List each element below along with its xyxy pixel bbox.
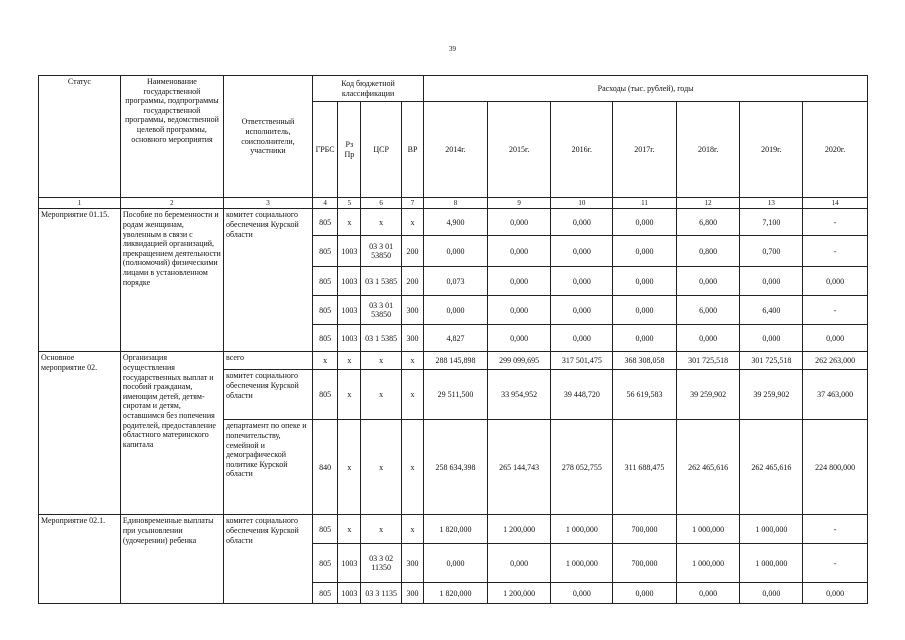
cell-amount: 1 000,000 — [676, 544, 740, 583]
cell-vr: 300 — [401, 583, 423, 604]
cell-amount: 6,400 — [740, 296, 803, 325]
cell-amount: 1 200,000 — [487, 583, 551, 604]
cell-amount: 0,000 — [676, 583, 740, 604]
cell-csr: х — [361, 515, 401, 544]
row-responsible: департамент по опеке и попечительству, семейной и демографической политике Курской области — [223, 420, 312, 515]
cell-rzpr: 1003 — [338, 583, 361, 604]
cell-grbs: 840 — [312, 420, 337, 515]
cell-csr: х — [361, 209, 401, 236]
row-status: Основное мероприятие 02. — [39, 352, 121, 515]
cell-amount: 0,000 — [551, 267, 613, 296]
cell-vr: х — [401, 515, 423, 544]
cell-grbs: 805 — [312, 544, 337, 583]
header-year: 2019г. — [740, 102, 803, 198]
column-number: 9 — [487, 198, 551, 209]
cell-amount: 0,000 — [676, 267, 740, 296]
cell-amount: 299 099,695 — [487, 352, 551, 370]
cell-amount: 0,000 — [676, 325, 740, 352]
column-number: 2 — [120, 198, 223, 209]
cell-csr: 03 3 1135 — [361, 583, 401, 604]
cell-rzpr: х — [338, 352, 361, 370]
column-number: 1 — [39, 198, 121, 209]
cell-amount: 29 511,500 — [424, 370, 488, 420]
cell-grbs: 805 — [312, 236, 337, 267]
cell-amount: 56 619,583 — [613, 370, 677, 420]
cell-grbs: 805 — [312, 325, 337, 352]
cell-amount: 0,073 — [424, 267, 488, 296]
header-rzpr: Рз Пр — [338, 102, 361, 198]
cell-amount: 33 954,952 — [487, 370, 551, 420]
cell-vr: 300 — [401, 325, 423, 352]
cell-amount: 0,000 — [487, 544, 551, 583]
row-responsible: комитет социального обеспечения Курской области — [223, 370, 312, 420]
cell-amount: - — [803, 544, 868, 583]
cell-amount: 0,000 — [487, 296, 551, 325]
header-responsible: Ответственный исполнитель, соисполнители, участники — [223, 76, 312, 198]
budget-table — [38, 75, 868, 604]
cell-amount: - — [803, 515, 868, 544]
cell-amount: 0,000 — [424, 544, 488, 583]
cell-amount: 37 463,000 — [803, 370, 868, 420]
table-row — [39, 352, 868, 370]
cell-amount: 0,000 — [551, 209, 613, 236]
cell-amount: 262 465,616 — [676, 420, 740, 515]
row-program-name: Единовременные выплаты при усыновлении (удочерении) ребенка — [120, 515, 223, 604]
cell-amount: 265 144,743 — [487, 420, 551, 515]
header-year: 2016г. — [551, 102, 613, 198]
cell-amount: 1 000,000 — [740, 515, 803, 544]
cell-amount: 7,100 — [740, 209, 803, 236]
cell-amount: 262 263,000 — [803, 352, 868, 370]
cell-grbs: 805 — [312, 209, 337, 236]
column-number: 4 — [312, 198, 337, 209]
cell-vr: х — [401, 370, 423, 420]
cell-csr: 03 1 5385 — [361, 267, 401, 296]
cell-amount: 1 000,000 — [551, 515, 613, 544]
cell-grbs: 805 — [312, 583, 337, 604]
cell-amount: 1 820,000 — [424, 583, 488, 604]
page-number: 39 — [449, 45, 456, 53]
cell-amount: 0,000 — [613, 296, 677, 325]
header-year: 2017г. — [613, 102, 677, 198]
column-number: 8 — [424, 198, 488, 209]
cell-csr: 03 3 02 11350 — [361, 544, 401, 583]
header-grbs: ГРБС — [312, 102, 337, 198]
cell-grbs: 805 — [312, 267, 337, 296]
row-program-name: Организация осуществления государственных выплат и пособий гражданам, имеющим детей, детям-сиротам и детям, оставшимся без попечения родителей, предоставление областного материнского капитала — [120, 352, 223, 515]
header-name: Наименование государственной программы, подпрограммы государственной программы, ведомственной целевой программы, основного мероприятия — [120, 76, 223, 198]
cell-amount: 288 145,898 — [424, 352, 488, 370]
cell-amount: 224 800,000 — [803, 420, 868, 515]
cell-amount: 301 725,518 — [676, 352, 740, 370]
cell-rzpr: х — [338, 515, 361, 544]
cell-amount: 0,000 — [613, 209, 677, 236]
cell-amount: 262 465,616 — [740, 420, 803, 515]
cell-csr: 03 1 5385 — [361, 325, 401, 352]
column-number: 5 — [338, 198, 361, 209]
header-year: 2014г. — [424, 102, 488, 198]
cell-amount: 4,827 — [424, 325, 488, 352]
row-status: Мероприятие 01.15. — [39, 209, 121, 352]
cell-rzpr: 1003 — [338, 544, 361, 583]
cell-amount: 1 200,000 — [487, 515, 551, 544]
cell-amount: - — [803, 296, 868, 325]
cell-vr: 300 — [401, 296, 423, 325]
cell-vr: 200 — [401, 267, 423, 296]
cell-rzpr: х — [338, 209, 361, 236]
cell-csr: х — [361, 420, 401, 515]
cell-rzpr: 1003 — [338, 267, 361, 296]
cell-amount: 700,000 — [613, 544, 677, 583]
row-responsible: всего — [223, 352, 312, 370]
cell-amount: 6,800 — [676, 209, 740, 236]
cell-vr: х — [401, 209, 423, 236]
cell-amount: 39 259,902 — [676, 370, 740, 420]
row-responsible: комитет социального обеспечения Курской области — [223, 209, 312, 352]
header-csr: ЦСР — [361, 102, 401, 198]
cell-amount: 0,000 — [613, 236, 677, 267]
row-responsible: комитет социального обеспечения Курской области — [223, 515, 312, 604]
cell-rzpr: х — [338, 370, 361, 420]
cell-vr: х — [401, 420, 423, 515]
cell-amount: 368 308,058 — [613, 352, 677, 370]
header-year: 2020г. — [803, 102, 868, 198]
cell-amount: 0,800 — [676, 236, 740, 267]
column-number: 6 — [361, 198, 401, 209]
cell-vr: 300 — [401, 544, 423, 583]
cell-amount: 0,000 — [551, 296, 613, 325]
column-number: 3 — [223, 198, 312, 209]
cell-rzpr: 1003 — [338, 296, 361, 325]
cell-amount: 258 634,398 — [424, 420, 488, 515]
cell-vr: х — [401, 352, 423, 370]
cell-amount: 0,000 — [487, 209, 551, 236]
header-year: 2015г. — [487, 102, 551, 198]
column-number: 11 — [613, 198, 677, 209]
cell-amount: - — [803, 209, 868, 236]
cell-grbs: 805 — [312, 515, 337, 544]
cell-amount: 0,000 — [424, 236, 488, 267]
cell-amount: 6,000 — [676, 296, 740, 325]
cell-grbs: 805 — [312, 296, 337, 325]
cell-amount: 317 501,475 — [551, 352, 613, 370]
cell-amount: 1 820,000 — [424, 515, 488, 544]
header-budget-code: Код бюджетной классификации — [312, 76, 423, 102]
cell-amount: 0,000 — [551, 325, 613, 352]
cell-amount: 0,000 — [487, 236, 551, 267]
column-number: 13 — [740, 198, 803, 209]
column-number: 10 — [551, 198, 613, 209]
cell-amount: 0,000 — [740, 583, 803, 604]
cell-amount: 1 000,000 — [676, 515, 740, 544]
cell-amount: 0,000 — [551, 583, 613, 604]
header-status: Статус — [39, 76, 121, 198]
cell-amount: 0,000 — [803, 325, 868, 352]
cell-amount: 39 259,902 — [740, 370, 803, 420]
column-number-row — [39, 198, 868, 209]
cell-amount: 0,000 — [740, 267, 803, 296]
cell-amount: 1 000,000 — [740, 544, 803, 583]
cell-amount: 0,000 — [740, 325, 803, 352]
column-number: 12 — [676, 198, 740, 209]
cell-rzpr: 1003 — [338, 236, 361, 267]
column-number: 7 — [401, 198, 423, 209]
header-expenses: Расходы (тыс. рублей), годы — [424, 76, 868, 102]
cell-csr: 03 3 01 53850 — [361, 296, 401, 325]
table-row — [39, 209, 868, 236]
cell-amount: 311 688,475 — [613, 420, 677, 515]
cell-amount: 278 052,755 — [551, 420, 613, 515]
cell-amount: 0,700 — [740, 236, 803, 267]
cell-rzpr: х — [338, 420, 361, 515]
cell-amount: 1 000,000 — [551, 544, 613, 583]
cell-amount: 39 448,720 — [551, 370, 613, 420]
cell-amount: 0,000 — [803, 267, 868, 296]
row-program-name: Пособие по беременности и родам женщинам, уволенным в связи с ликвидацией организаций, прекращением деятельности (полномочий) физическими лицами в установленном порядке — [120, 209, 223, 352]
header-vr: ВР — [401, 102, 423, 198]
cell-amount: - — [803, 236, 868, 267]
cell-amount: 0,000 — [803, 583, 868, 604]
cell-vr: 200 — [401, 236, 423, 267]
cell-amount: 0,000 — [613, 583, 677, 604]
cell-csr: х — [361, 370, 401, 420]
row-status: Мероприятие 02.1. — [39, 515, 121, 604]
cell-amount: 301 725,518 — [740, 352, 803, 370]
column-number: 14 — [803, 198, 868, 209]
cell-csr: х — [361, 352, 401, 370]
cell-grbs: х — [312, 352, 337, 370]
table-row — [39, 515, 868, 544]
cell-amount: 0,000 — [613, 267, 677, 296]
cell-amount: 700,000 — [613, 515, 677, 544]
cell-csr: 03 3 01 53850 — [361, 236, 401, 267]
cell-amount: 0,000 — [551, 236, 613, 267]
cell-amount: 4,900 — [424, 209, 488, 236]
header-year: 2018г. — [676, 102, 740, 198]
cell-rzpr: 1003 — [338, 325, 361, 352]
cell-grbs: 805 — [312, 370, 337, 420]
cell-amount: 0,000 — [487, 267, 551, 296]
cell-amount: 0,000 — [424, 296, 488, 325]
cell-amount: 0,000 — [613, 325, 677, 352]
cell-amount: 0,000 — [487, 325, 551, 352]
